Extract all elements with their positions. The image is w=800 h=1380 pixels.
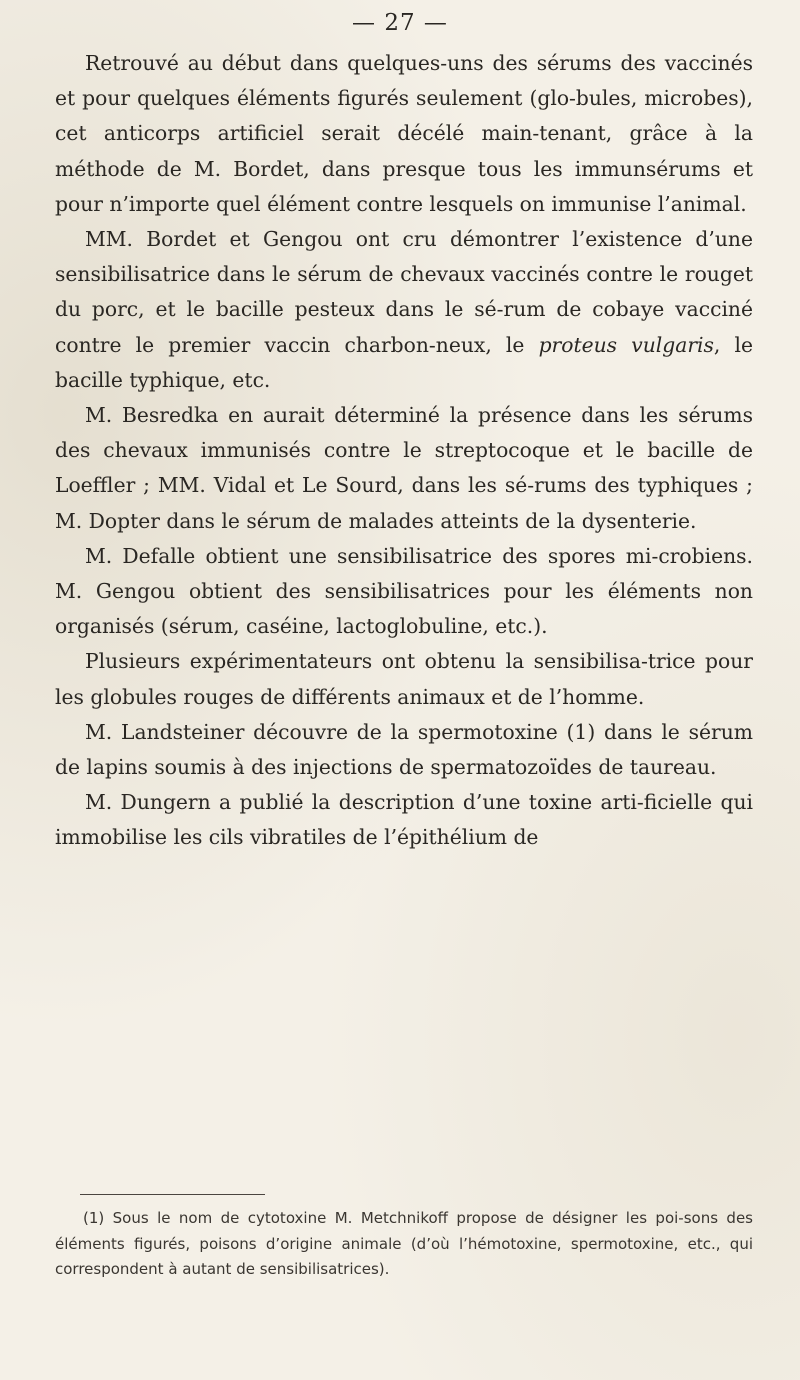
paragraph-text: M. Defalle obtient une sensibilisatrice des spores mi-crobiens. M. Gengou obtient des sensibilisatrices pour les éléments non organisés (sérum, caséine, lactoglobuline, etc.). [55,543,753,639]
paragraph [55,539,753,645]
paragraph [55,222,753,398]
paragraph [55,644,753,714]
paragraph-text: Plusieurs expérimentateurs ont obtenu la sensibilisa-trice pour les globules rouges de différents animaux et de l’homme. [55,649,753,709]
paragraph-text: Retrouvé au début dans quelques-uns des sérums des vaccinés et pour quelques éléments figurés seulement (glo-bules, microbes), cet anticorps artificiel serait décélé main-tenant, grâce à la méthode de M. Bordet, dans presque tous les immunsérums et pour n’importe quel élément contre lesquels on immunise l’animal. [55,51,753,216]
paragraph [55,46,753,222]
paragraph-text: M. Dungern a publié la description d’une toxine arti-ficielle qui immobilise les cils vibratiles de l’épithélium de [55,790,753,850]
footnote: (1) Sous le nom de cytotoxine M. Metchnikoff propose de désigner les poi-sons des éléments figurés, poisons d’origine animale (d’où l’hémotoxine, spermotoxine, etc., qui correspondent à autant de sensibilisatrices). [55,1209,753,1278]
body-text [55,46,753,856]
paragraph [55,398,753,539]
page-number: — 27 — [352,10,448,36]
paragraph [55,785,753,855]
paragraph-text: M. Besredka en aurait déterminé la présence dans les sérums des chevaux immunisés contre le streptocoque et le bacille de Loeffler ; MM. Vidal et Le Sourd, dans les sé-rums des typhiques ; M. Dopter dans le sérum de malades atteints de la dysenterie. [55,403,753,533]
italic-species-name: proteus vulgaris [538,332,714,357]
paragraph [55,715,753,785]
paragraph-text: , le bacille typhique, etc. [55,332,753,392]
paragraph-text: M. Landsteiner découvre de la spermotoxine (1) dans le sérum de lapins soumis à des injections de spermatozoïdes de taureau. [55,719,753,780]
paragraph-text: MM. Bordet et Gengou ont cru démontrer l’existence d’une sensibilisatrice dans le sérum de chevaux vaccinés contre le rouget du porc, et le bacille pesteux dans le sé-rum de cobaye vacciné contre le premier vaccin charbon-neux, le [55,227,753,357]
footnote-divider [80,1194,265,1195]
